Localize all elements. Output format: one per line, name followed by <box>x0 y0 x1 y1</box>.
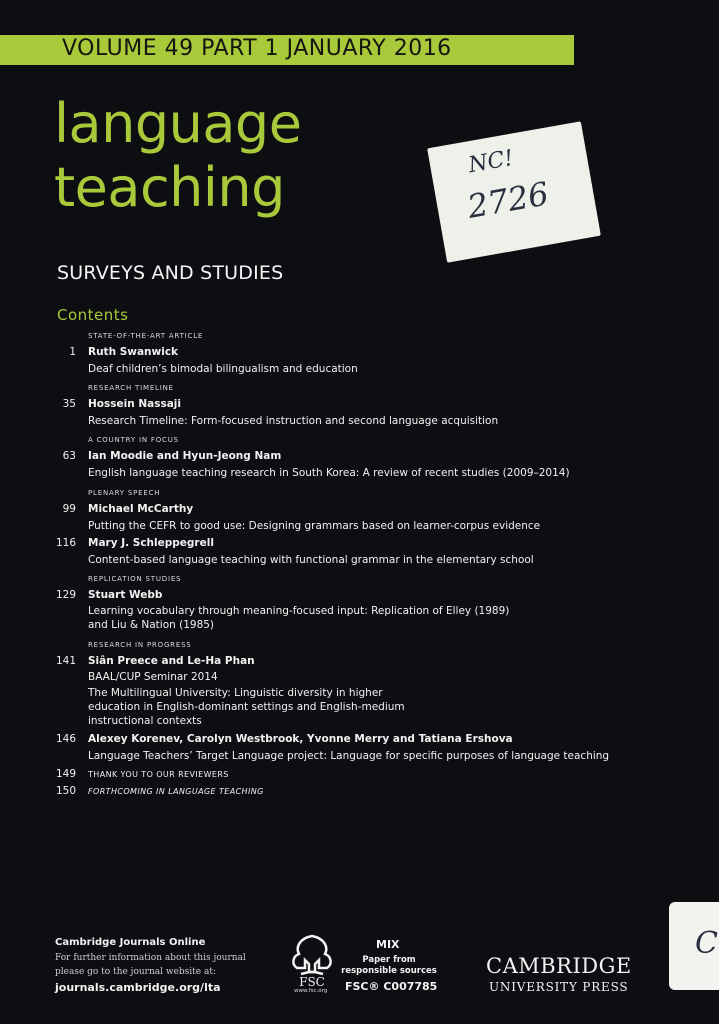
article-title: THANK YOU TO OUR REVIEWERS <box>88 770 229 779</box>
cjo-title: Cambridge Journals Online <box>55 937 206 948</box>
article-author: Siân Preece and Le-Ha Phan <box>88 655 255 667</box>
article-title: Language Teachers’ Target Language project: Language for specific purposes of language teaching <box>88 750 610 762</box>
side-note-text: C <box>695 926 718 961</box>
publisher-subname: UNIVERSITY PRESS <box>489 980 629 994</box>
section-label: RESEARCH IN PROGRESS <box>88 641 192 649</box>
title-line-2: teaching <box>54 156 285 219</box>
page-number: 1 <box>69 346 76 358</box>
journal-title <box>54 92 301 220</box>
article-author: Stuart Webb <box>88 589 163 601</box>
article-title: BAAL/CUP Seminar 2014 <box>88 671 218 683</box>
fsc-url: www.fsc.org <box>294 988 328 994</box>
journal-subtitle: SURVEYS AND STUDIES <box>57 262 284 284</box>
page-number: 146 <box>55 733 76 745</box>
volume-line: VOLUME 49 PART 1 JANUARY 2016 <box>62 36 452 61</box>
cjo-info-line: please go to the journal website at: <box>55 967 216 977</box>
journal-url[interactable]: journals.cambridge.org/lta <box>55 981 221 994</box>
fsc-tree-icon <box>287 932 337 994</box>
article-title: Deaf children’s bimodal bilingualism and education <box>88 363 358 375</box>
article-title: education in English-dominant settings and English-medium <box>88 701 405 713</box>
side-note-sticker <box>669 902 719 990</box>
fsc-mix-label: MIX <box>376 938 400 951</box>
article-title: Content-based language teaching with functional grammar in the elementary school <box>88 554 534 566</box>
article-title: Research Timeline: Form-focused instruction and second language acquisition <box>88 415 499 427</box>
sticker-line-1: NC! <box>466 145 516 179</box>
page-number: 150 <box>55 785 76 797</box>
article-title: Putting the CEFR to good use: Designing grammars based on learner-corpus evidence <box>88 520 541 532</box>
article-title: FORTHCOMING IN LANGUAGE TEACHING <box>88 787 264 796</box>
article-author: Hossein Nassaji <box>88 398 182 410</box>
section-label: RESEARCH TIMELINE <box>88 384 174 392</box>
page-number: 116 <box>55 537 76 549</box>
article-title: The Multilingual University: Linguistic diversity in higher <box>88 687 383 699</box>
fsc-label: FSC <box>299 975 325 989</box>
article-author: Michael McCarthy <box>88 503 194 515</box>
page-number: 129 <box>55 589 76 601</box>
article-author: Mary J. Schleppegrell <box>88 537 214 549</box>
article-title: Learning vocabulary through meaning-focused input: Replication of Elley (1989) <box>88 605 510 617</box>
page-number: 141 <box>55 655 76 667</box>
library-sticker <box>427 121 601 262</box>
cjo-info-line: For further information about this journal <box>55 953 246 963</box>
page-number: 63 <box>62 450 76 462</box>
page-number: 99 <box>62 503 76 515</box>
article-author: Ruth Swanwick <box>88 346 179 358</box>
section-label: STATE-OF-THE-ART ARTICLE <box>88 332 204 340</box>
article-author: Ian Moodie and Hyun-Jeong Nam <box>88 450 282 462</box>
section-label: PLENARY SPEECH <box>88 489 161 497</box>
article-author: Alexey Korenev, Carolyn Westbrook, Yvonne Merry and Tatiana Ershova <box>88 733 513 745</box>
section-label: A COUNTRY IN FOCUS <box>88 436 179 444</box>
fsc-code: FSC® C007785 <box>345 980 438 993</box>
title-line-1: language <box>54 92 302 155</box>
page-number: 35 <box>62 398 76 410</box>
section-label: REPLICATION STUDIES <box>88 575 182 583</box>
fsc-mix-line: responsible sources <box>341 966 437 976</box>
article-title: English language teaching research in South Korea: A review of recent studies (2009–2014) <box>88 467 570 479</box>
contents-heading: Contents <box>57 306 129 324</box>
article-title: and Liu & Nation (1985) <box>88 619 215 631</box>
sticker-line-2: 2726 <box>464 174 552 226</box>
page-number: 149 <box>55 768 76 780</box>
publisher-name: CAMBRIDGE <box>486 954 632 978</box>
article-title: instructional contexts <box>88 715 202 727</box>
fsc-mix-line: Paper from <box>362 955 416 965</box>
